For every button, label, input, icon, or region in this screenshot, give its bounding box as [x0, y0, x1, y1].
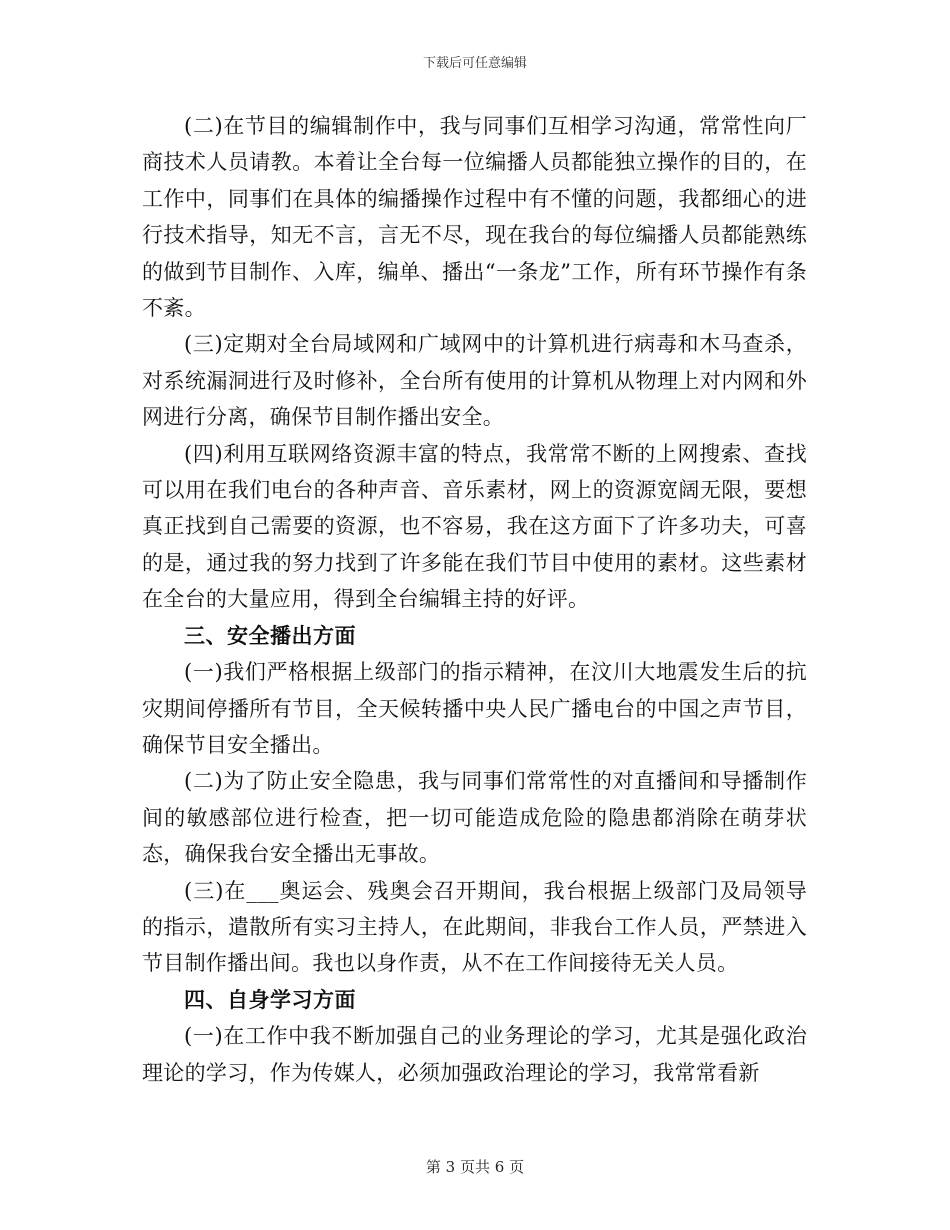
page-number-footer: 第 3 页共 6 页	[425, 1158, 525, 1176]
paragraph-safety-hazards: (二)为了防止安全隐患，我与同事们常常性的对直播间和导播制作间的敏感部位进行检查，把一切可能造成危险的隐患都消除在萌芽状态，确保我台安全播出无事故。	[142, 769, 807, 867]
paragraph-earthquake-broadcast: (一)我们严格根据上级部门的指示精神，在汶川大地震发生后的抗灾期间停播所有节目，全天候转播中央人民广播电台的中国之声节目，确保节目安全播出。	[142, 660, 807, 757]
paragraph-virus-scanning: (三)定期对全台局域网和广域网中的计算机进行病毒和木马查杀，对系统漏洞进行及时修补，全台所有使用的计算机从物理上对内网和外网进行分离，确保节目制作播出安全。	[142, 332, 807, 430]
paragraph-theory-study: (一)在工作中我不断加强自己的业务理论的学习，尤其是强化政治理论的学习，作为传媒人，必须加强政治理论的学习，我常常看新	[142, 1024, 807, 1085]
document-body	[142, 108, 807, 1091]
paragraph-editing-production: (二)在节目的编辑制作中，我与同事们互相学习沟通，常常性向厂商技术人员请教。本着让全台每一位编播人员都能独立操作的目的，在工作中，同事们在具体的编播操作过程中有不懂的问题，我都细心的进行技术指导，知无不言，言无不尽，现在我台的每位编播人员都能熟练的做到节目制作、入库，编单、播出“一条龙”工作，所有环节操作有条不紊。	[142, 114, 807, 321]
section-heading-safe-broadcast: 三、安全播出方面	[184, 623, 356, 648]
paragraph-olympics-period: (三)在___奥运会、残奥会召开期间，我台根据上级部门及局领导的指示，遣散所有实习主持人，在此期间，非我台工作人员，严禁进入节目制作播出间。我也以身作责，从不在工作间接待无关人员。	[142, 878, 807, 976]
section-heading-self-learning: 四、自身学习方面	[184, 987, 356, 1012]
page-header: 下载后可任意编辑	[422, 56, 527, 71]
paragraph-internet-resources: (四)利用互联网络资源丰富的特点，我常常不断的上网搜索、查找可以用在我们电台的各种声音、音乐素材，网上的资源宽阔无限，要想真正找到自己需要的资源，也不容易，我在这方面下了许多功夫，可喜的是，通过我的努力找到了许多能在我们节目中使用的素材。这些素材在全台的大量应用，得到全台编辑主持的好评。	[142, 441, 807, 612]
